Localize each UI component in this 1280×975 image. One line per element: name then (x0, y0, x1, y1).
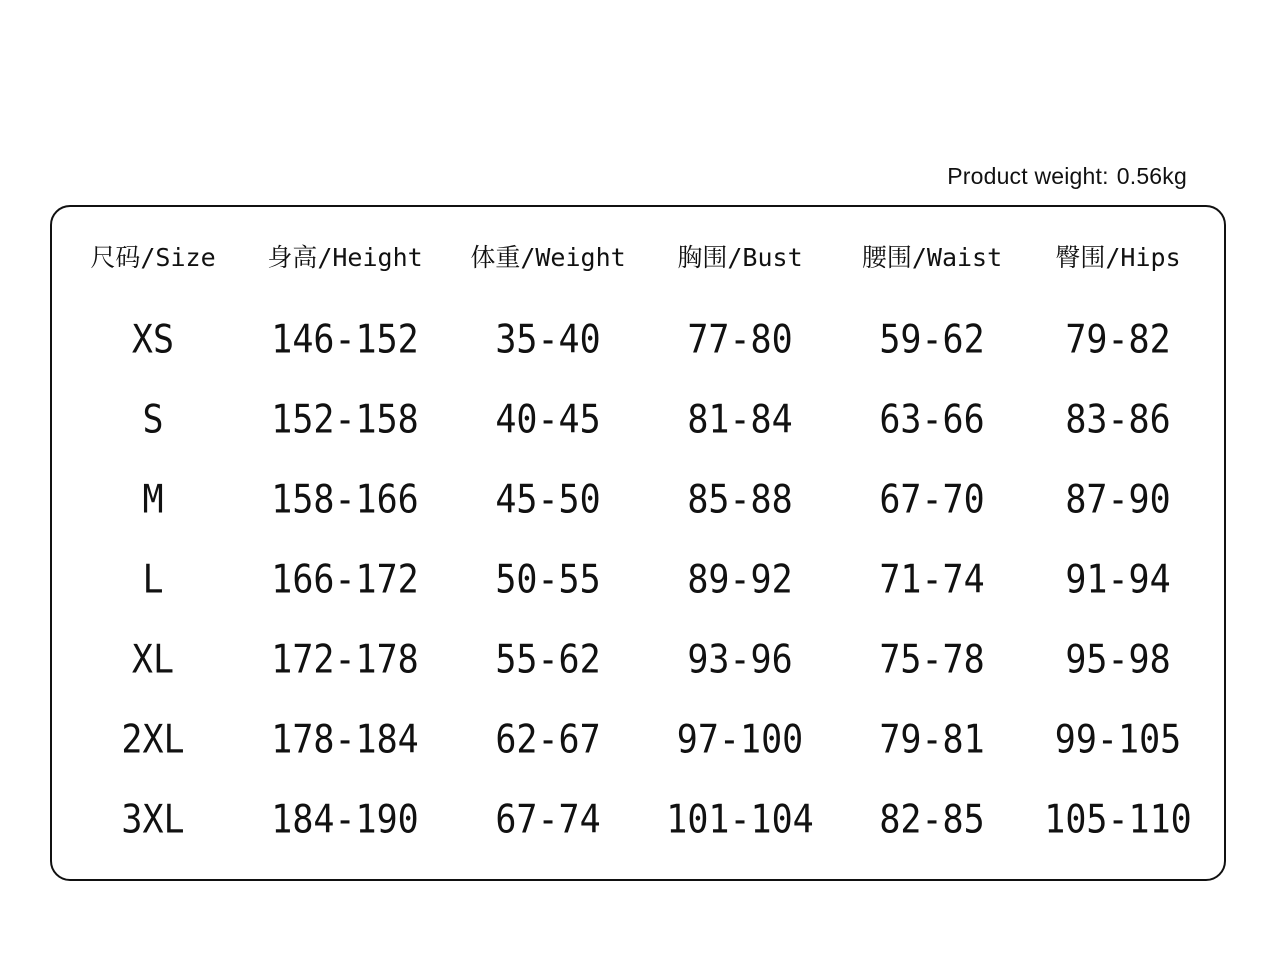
cell-height: 178-184 (271, 717, 419, 763)
cell-waist: 59-62 (879, 317, 985, 363)
cell-bust: 77-80 (687, 317, 793, 363)
cell-weight: 45-50 (495, 477, 601, 523)
cell-hips: 91-94 (1065, 557, 1171, 603)
cell-waist: 63-66 (879, 397, 985, 443)
cell-size: M (142, 477, 164, 523)
size-table (50, 205, 1226, 881)
cell-weight: 35-40 (495, 317, 601, 363)
cell-hips: 95-98 (1065, 637, 1171, 683)
header-bust: 胸围/Bust (677, 243, 803, 272)
cell-weight: 62-67 (495, 717, 601, 763)
cell-hips: 87-90 (1065, 477, 1171, 523)
product-weight-separator: : (1102, 163, 1109, 189)
header-waist: 腰围/Waist (861, 243, 1003, 272)
cell-height: 146-152 (271, 317, 419, 363)
cell-hips: 79-82 (1065, 317, 1171, 363)
cell-hips: 99-105 (1054, 717, 1182, 763)
cell-hips: 105-110 (1044, 797, 1192, 843)
cell-bust: 85-88 (687, 477, 793, 523)
cell-hips: 83-86 (1065, 397, 1171, 443)
cell-height: 172-178 (271, 637, 419, 683)
cell-weight: 40-45 (495, 397, 601, 443)
cell-waist: 79-81 (879, 717, 985, 763)
cell-weight: 67-74 (495, 797, 601, 843)
cell-bust: 89-92 (687, 557, 793, 603)
cell-bust: 93-96 (687, 637, 793, 683)
cell-weight: 55-62 (495, 637, 601, 683)
header-hips: 臀围/Hips (1055, 243, 1181, 272)
cell-bust: 81-84 (687, 397, 793, 443)
product-weight-label: Product weight (947, 163, 1103, 189)
cell-height: 152-158 (271, 397, 419, 443)
cell-size: 2XL (121, 717, 185, 763)
cell-size: XL (131, 637, 175, 683)
cell-bust: 97-100 (676, 717, 804, 763)
header-height: 身高/Height (267, 243, 423, 272)
cell-size: 3XL (121, 797, 185, 843)
cell-waist: 67-70 (879, 477, 985, 523)
cell-height: 166-172 (271, 557, 419, 603)
cell-height: 158-166 (271, 477, 419, 523)
cell-size: XS (131, 317, 175, 363)
cell-size: L (142, 557, 164, 603)
product-weight-value: 0.56kg (1116, 163, 1187, 189)
header-weight: 体重/Weight (470, 243, 626, 272)
cell-bust: 101-104 (666, 797, 814, 843)
cell-size: S (142, 397, 164, 443)
cell-waist: 75-78 (879, 637, 985, 683)
cell-waist: 71-74 (879, 557, 985, 603)
header-size: 尺码/Size (90, 243, 216, 272)
cell-weight: 50-55 (495, 557, 601, 603)
product-weight (947, 163, 1187, 190)
cell-height: 184-190 (271, 797, 419, 843)
cell-waist: 82-85 (879, 797, 985, 843)
